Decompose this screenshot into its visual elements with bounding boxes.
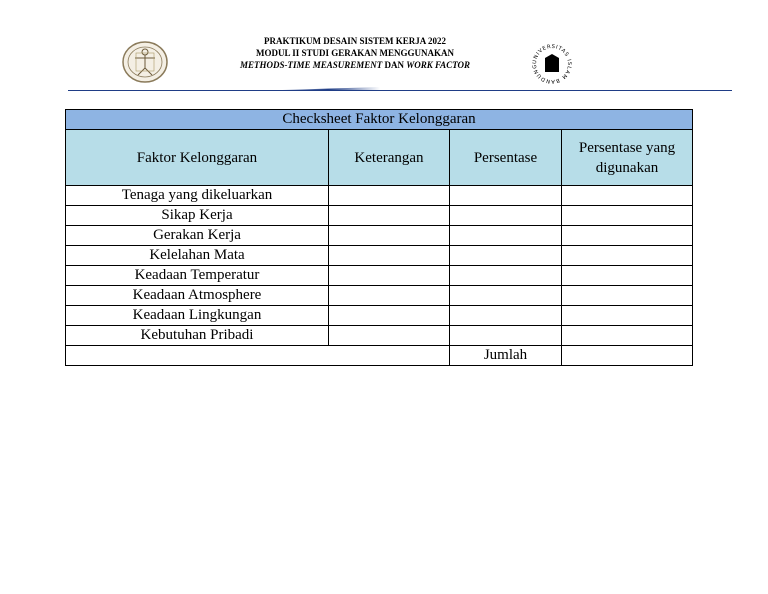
table-row xyxy=(66,186,693,206)
header-line-1: PRAKTIKUM DESAIN SISTEM KERJA 2022 xyxy=(263,36,447,46)
total-value-cell[interactable] xyxy=(562,346,693,366)
keterangan-cell[interactable] xyxy=(329,326,450,346)
persentase-digunakan-cell[interactable] xyxy=(562,186,693,206)
table-row xyxy=(66,266,693,286)
header-rule-accent xyxy=(250,87,380,91)
total-row xyxy=(66,346,693,366)
keterangan-cell[interactable] xyxy=(329,206,450,226)
factor-cell: Keadaan Lingkungan xyxy=(66,306,329,326)
total-label: Jumlah xyxy=(450,346,562,366)
factor-cell: Tenaga yang dikeluarkan xyxy=(66,186,329,206)
persentase-cell[interactable] xyxy=(450,246,562,266)
column-header-keterangan: Keterangan xyxy=(329,130,450,186)
keterangan-cell[interactable] xyxy=(329,266,450,286)
header-line-3-dan: DAN xyxy=(382,60,407,70)
header-line-3 xyxy=(200,59,510,71)
table-row xyxy=(66,246,693,266)
header-line-2: MODUL II STUDI GERAKAN MENGGUNAKAN xyxy=(255,48,454,58)
factor-cell: Kebutuhan Pribadi xyxy=(66,326,329,346)
persentase-digunakan-cell[interactable] xyxy=(562,206,693,226)
persentase-cell[interactable] xyxy=(450,306,562,326)
svg-text:UNIVERSITAS ISLAM BANDUNG: UNIVERSITAS ISLAM BANDUNG xyxy=(531,43,573,85)
university-seal-icon xyxy=(528,40,576,88)
document-header xyxy=(0,0,768,100)
table-row xyxy=(66,206,693,226)
persentase-cell[interactable] xyxy=(450,186,562,206)
persentase-cell[interactable] xyxy=(450,226,562,246)
keterangan-cell[interactable] xyxy=(329,246,450,266)
persentase-digunakan-cell[interactable] xyxy=(562,266,693,286)
persentase-cell[interactable] xyxy=(450,206,562,226)
table-title-row xyxy=(66,110,693,130)
keterangan-cell[interactable] xyxy=(329,186,450,206)
header-rule xyxy=(68,90,732,91)
factor-cell: Keadaan Atmosphere xyxy=(66,286,329,306)
checksheet-table xyxy=(65,109,693,366)
keterangan-cell[interactable] xyxy=(329,286,450,306)
persentase-digunakan-cell[interactable] xyxy=(562,326,693,346)
lab-logo-icon xyxy=(120,40,170,84)
table-row xyxy=(66,306,693,326)
persentase-digunakan-cell[interactable] xyxy=(562,226,693,246)
persentase-cell[interactable] xyxy=(450,326,562,346)
header-line-3-work-factor: WORK FACTOR xyxy=(406,60,471,70)
factor-cell: Gerakan Kerja xyxy=(66,226,329,246)
factor-cell: Keadaan Temperatur xyxy=(66,266,329,286)
table-title: Checksheet Faktor Kelonggaran xyxy=(66,110,693,130)
header-title-block xyxy=(200,35,510,71)
column-header-persentase: Persentase xyxy=(450,130,562,186)
persentase-digunakan-cell[interactable] xyxy=(562,286,693,306)
persentase-cell[interactable] xyxy=(450,266,562,286)
table-header-row xyxy=(66,130,693,186)
persentase-digunakan-cell[interactable] xyxy=(562,306,693,326)
keterangan-cell[interactable] xyxy=(329,306,450,326)
total-spacer-cell xyxy=(66,346,450,366)
factor-cell: Kelelahan Mata xyxy=(66,246,329,266)
table-row xyxy=(66,326,693,346)
column-header-persentase-digunakan: Persentase yang digunakan xyxy=(562,130,693,186)
persentase-digunakan-cell[interactable] xyxy=(562,246,693,266)
table-row xyxy=(66,226,693,246)
persentase-cell[interactable] xyxy=(450,286,562,306)
factor-cell: Sikap Kerja xyxy=(66,206,329,226)
header-line-3-methods: METHODS-TIME MEASUREMENT xyxy=(239,60,383,70)
table-row xyxy=(66,286,693,306)
column-header-faktor: Faktor Kelonggaran xyxy=(66,130,329,186)
keterangan-cell[interactable] xyxy=(329,226,450,246)
